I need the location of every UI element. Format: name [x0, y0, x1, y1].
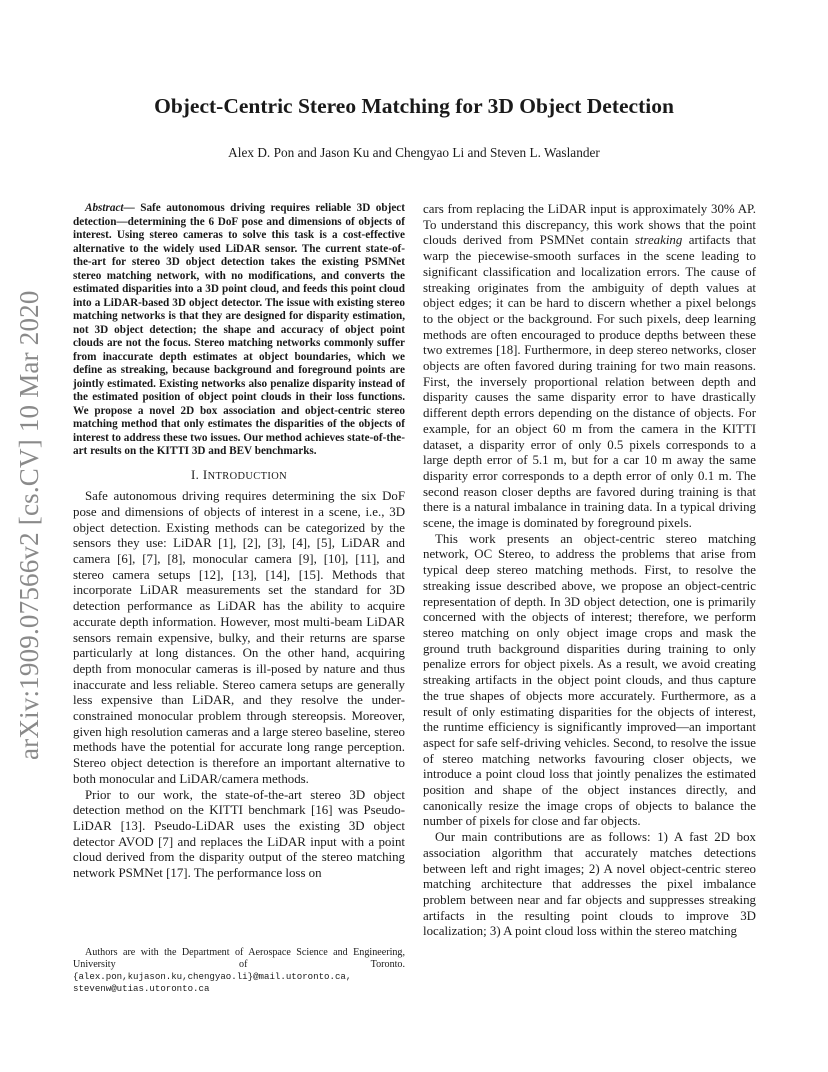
right-column: [423, 202, 756, 940]
author-list: Alex D. Pon and Jason Ku and Chengyao Li and Steven L. Waslander: [228, 145, 600, 160]
arxiv-identifier: arXiv:1909.07566v2 [cs.CV] 10 Mar 2020: [14, 290, 44, 760]
abstract-label: Abstract: [85, 202, 124, 214]
abstract-separator: —: [123, 202, 141, 214]
paragraph-3-start: cars from replacing the LiDAR input is approximately 30% AP. To understand this discrepancy, this work shows that the point clouds derived from PSMNet contain: [423, 202, 756, 248]
intro-paragraph-5: Our main contributions are as follows: 1) A fast 2D box association algorithm that accurately matches detections between left and right images; 2) A novel object-centric stereo matching architecture that addresses the pixel imbalance problem between near and far objects and suppresses streaking artifacts in the resulting point clouds to improve 3D localization; 3) A point cloud loss within the stereo matching: [423, 830, 756, 939]
intro-paragraph-4: This work presents an object-centric stereo matching network, OC Stereo, to address the problems that arise from typical deep stereo matching methods. First, to resolve the streaking issue described above, we propose an object-centric representation of depth. In 3D object detection, one is primarily concerned with the objects of interest; therefore, we perform stereo matching on only object image crops and mask the ground truth background disparities during training to only penalize errors for object pixels. As a result, we avoid creating streaking artifacts in the object point clouds, and thus capture the true shapes of objects more accurately. Furthermore, as a result of only estimating disparities for the objects of interest, the runtime efficiency is significantly improved—an important aspect for safe self-driving vehicles. Second, to resolve the issue of stereo matching networks favouring closer objects, we introduce a point cloud loss that jointly penalizes the estimated position and shape of the object instances directly, and canonically resize the image crops of objects to balance the number of pixels for close and far objects.: [423, 531, 756, 829]
streaking-emphasis: streaking: [634, 233, 683, 248]
intro-paragraph-2: Prior to our work, the state-of-the-art stereo 3D object detection method on the KITTI benchmark [16] was Pseudo-LiDAR [13]. Pseudo-LiDAR uses the existing 3D object detector AVOD [7] and replaces the LiDAR input with a point cloud derived from the disparity output of the stereo matching network PSMNet [17]. The performance loss on: [73, 787, 405, 881]
affiliation-footnote: [73, 947, 405, 995]
intro-paragraph-3: [423, 202, 756, 532]
abstract-text: Safe autonomous driving requires reliable 3D object detection—determining the 6 DoF pose and dimensions of objects of interest. Using stereo cameras to solve this task is a cost-effective alternative to the widely used LiDAR sensor. The current state-of-the-art for stereo 3D object detection takes the existing PSMNet stereo matching network, with no modifications, and converts the estimated disparities into a 3D point cloud, and feeds this point cloud into a LiDAR-based 3D object detector. The issue with existing stereo matching networks is that they are designed for disparity estimation, not 3D object detection; the shape and accuracy of object point clouds are not the focus. Stereo matching networks commonly suffer from inaccurate depth estimates at object boundaries, which we define as streaking, because background and foreground points are jointly estimated. Existing networks also penalize disparity instead of the estimated position of object point clouds in their loss functions. We propose a novel 2D box association and object-centric stereo matching method that only estimates the disparities of the objects of interest to address these two issues. Our method achieves state-of-the-art results on the KITTI 3D and BEV benchmarks.: [73, 202, 405, 457]
left-column: [73, 202, 405, 882]
section-title-initial: I: [202, 467, 208, 482]
section-title-rest: NTRODUCTION: [207, 470, 288, 482]
footnote-text: Authors are with the Department of Aerospace Science and Engineering, University of Toronto.: [73, 947, 405, 970]
section-heading-introduction: [73, 468, 405, 485]
paragraph-3-rest: artifacts that warp the piecewise-smooth surfaces in the scene leading to significant classification and localization errors. The cause of streaking originates from the ambiguity of depth values at object edges; it can be hard to discern whether a pixel belongs to the object or the background. For such pixels, deep learning methods are often encouraged to produce depths between these two extremes [18]. Furthermore, in deep stereo networks, closer objects are often favored during training for two main reasons. First, the inversely proportional relation between depth and disparity causes the same disparity error to have drastically different depth errors depending on the distance of objects. For example, for an object 60 m from the camera in the KITTI dataset, a disparity error of only 0.5 pixels corresponds to a large depth error of 5.1 m, but for a car 10 m away the same disparity error corresponds to a depth error of only 0.1 m. The second reason closer depths are favored during training is that there is a natural imbalance in training data. In a typical driving scene, the image is dominated by foreground pixels.: [423, 233, 756, 531]
footnote-emails: {alex.pon,kujason.ku,chengyao.li}@mail.utoronto.ca, stevenw@utias.utoronto.ca: [73, 971, 352, 994]
paper-title: Object-Centric Stereo Matching for 3D Object Detection: [154, 94, 674, 118]
abstract: [73, 202, 405, 459]
intro-paragraph-1: Safe autonomous driving requires determining the six DoF pose and dimensions of objects of interest in a scene, i.e., 3D object detection. Existing methods can be categorized by the sensors they use: LiDAR [1], [2], [3], [4], [5], LiDAR and camera [6], [7], [8], monocular camera [9], [10], [11], and stereo camera setups [12], [13], [14], [15]. Methods that incorporate LiDAR measurements set the standard for 3D detection performance as LiDAR has the ability to acquire accurate depth information. However, most multi-beam LiDAR sensors remain expensive, bulky, and their returns are sparse particularly at long distances. On the other hand, acquiring depth from monocular cameras is ill-posed by nature and thus inaccurate and less reliable. Stereo camera setups are generally less expensive than LiDAR, and they resolve the under-constrained monocular problem through stereopsis. Moreover, given high resolution cameras and a large stereo baseline, stereo methods have the potential for accurate long range perception. Stereo object detection is therefore an important alternative to both monocular and LiDAR/camera methods.: [73, 489, 405, 786]
section-numeral: I.: [190, 467, 203, 482]
